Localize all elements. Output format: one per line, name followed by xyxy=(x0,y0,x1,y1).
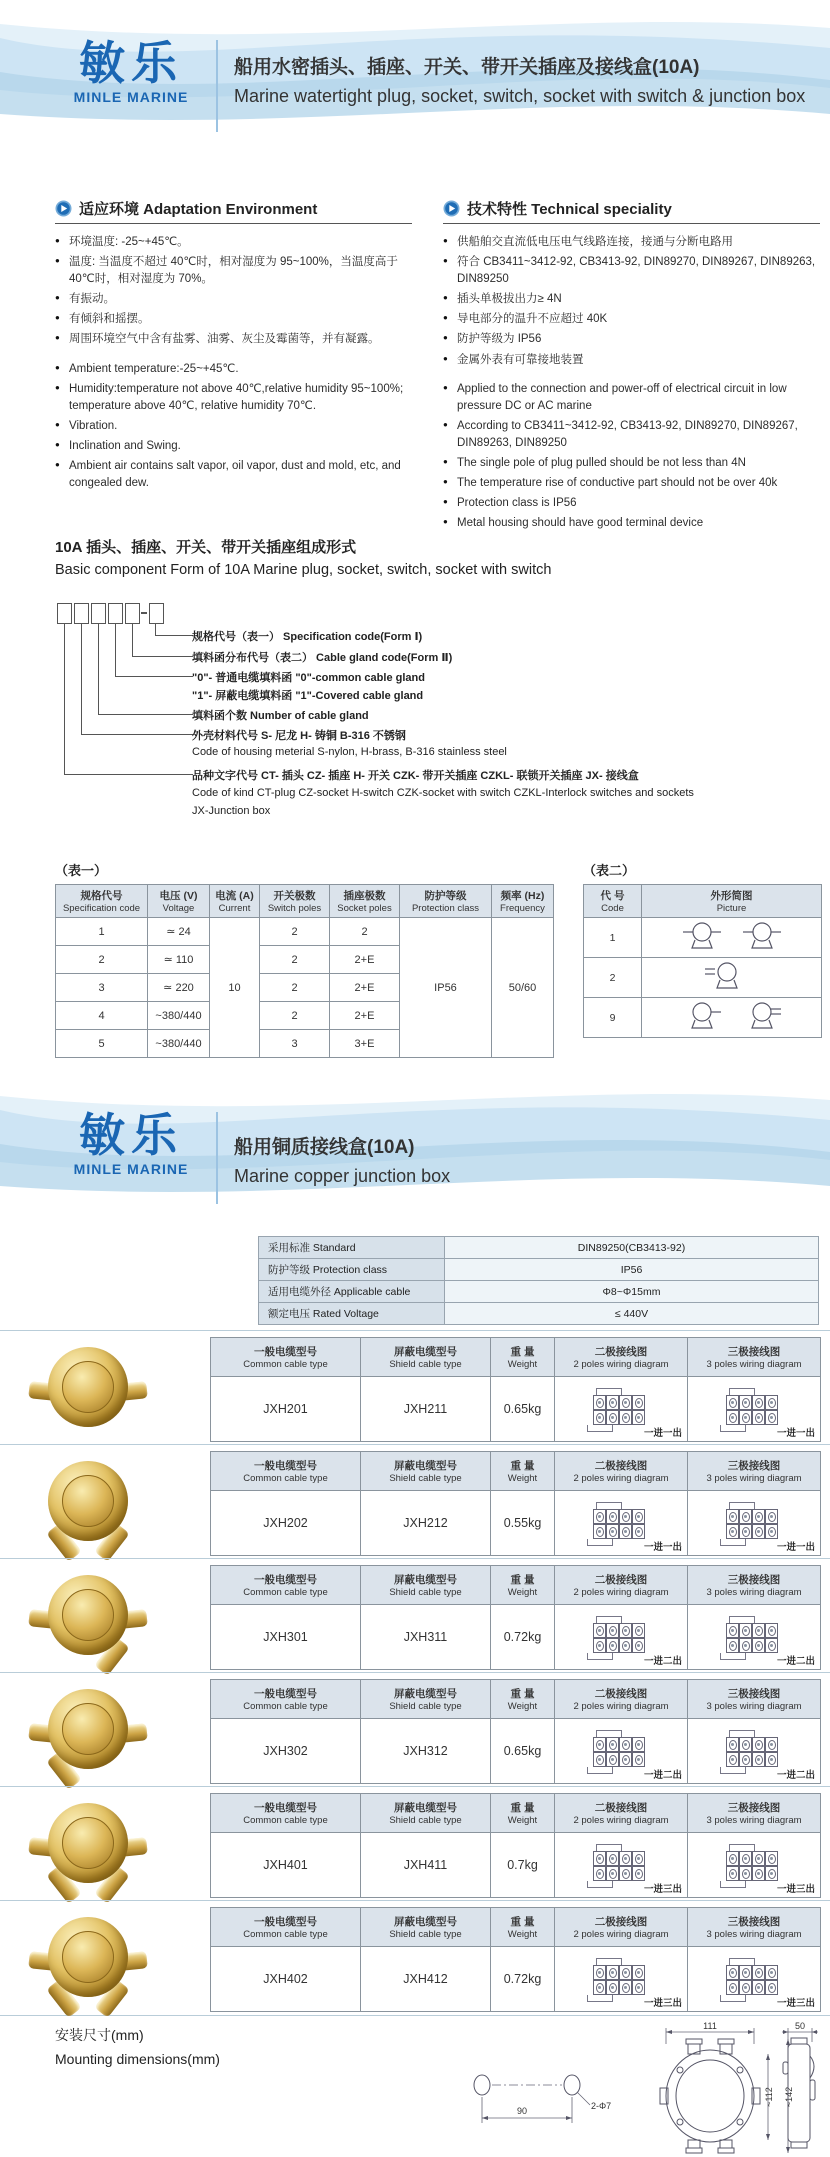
wiring-2pole xyxy=(555,1491,688,1556)
wiring-diagram-icon xyxy=(726,1851,782,1881)
wiring-2pole xyxy=(555,1947,688,2012)
code-label: 品种文字代号 CT- 插头 CZ- 插座 H- 开关 CZK- 带开关插座 CZKL- 联锁开关插座 JX- 接线盒 xyxy=(192,770,639,782)
mounting-title-en: Mounting dimensions(mm) xyxy=(55,2050,220,2067)
table-row: 适用电缆外径 Applicable cable Φ8~Φ15mm xyxy=(259,1281,819,1303)
col-weight: 重 量 Weight xyxy=(491,1908,555,1947)
gland-layout-icon xyxy=(657,999,807,1033)
brand-logo-cn: 敏乐 xyxy=(79,1109,183,1161)
heading-rule xyxy=(55,223,412,224)
dim-span: 90 xyxy=(516,2106,528,2116)
list-item: ● According to CB3411~3412-92, CB3413-92, DIN89270, DIN89267, DIN89263, DIN89250 xyxy=(443,418,820,451)
list-item: ● Humidity:temperature not above 40℃,relative humidity 95~100%; temperature above 40℃, relative humidity 70℃. xyxy=(55,381,412,414)
col-shield-cable: 屏蔽电缆型号 Shield cable type xyxy=(361,1566,491,1605)
wiring-3pole xyxy=(688,1605,821,1670)
dim-holes: 2-Φ7 xyxy=(591,2101,612,2111)
technical-list-en xyxy=(443,381,820,532)
wiring-diagram-icon xyxy=(726,1965,782,1995)
wiring-2pole xyxy=(555,1833,688,1898)
section2-title-cn: 船用铜质接线盒(10A) xyxy=(234,1137,415,1158)
wiring-diagram-icon xyxy=(593,1395,649,1425)
list-item: ● 有倾斜和摇摆。 xyxy=(55,311,412,328)
table-row xyxy=(211,1377,821,1442)
product-row-jxh301 xyxy=(0,1558,830,1673)
col-common-cable: 一般电缆型号 Common cable type xyxy=(211,1452,361,1491)
col-2pole-diagram: 二极接线图 2 poles wiring diagram xyxy=(555,1908,688,1947)
flow-caption: 一进一出 xyxy=(643,1542,682,1553)
adaptation-heading-text: 适应环境 Adaptation Environment xyxy=(79,201,318,218)
shield-model: JXH211 xyxy=(361,1377,491,1442)
col-common-cable: 一般电缆型号 Common cable type xyxy=(211,1566,361,1605)
gland-layout-table-form2 xyxy=(583,860,822,1038)
col-3pole-diagram: 三极接线图 3 poles wiring diagram xyxy=(688,1566,821,1605)
list-item: ● 温度: 当温度不超过 40℃时，相对湿度为 95~100%，当温度高于 40℃时，相对湿度为 70%。 xyxy=(55,254,412,287)
section2-header-band xyxy=(0,1072,830,1220)
code-label: "1"- 屏蔽电缆填料函 "1"-Covered cable gland xyxy=(192,690,424,702)
code-box xyxy=(108,603,123,624)
common-model: JXH302 xyxy=(211,1719,361,1784)
col-2pole-diagram: 二极接线图 2 poles wiring diagram xyxy=(555,1338,688,1377)
list-item: ● 有振动。 xyxy=(55,291,412,308)
wiring-diagram-icon xyxy=(726,1509,782,1539)
table-row: 采用标准 Standard DIN89250(CB3413-92) xyxy=(259,1237,819,1259)
col-weight: 重 量 Weight xyxy=(491,1680,555,1719)
dim-height1: ~112 xyxy=(764,2087,774,2107)
code-label: "0"- 普通电缆填料函 "0"-common cable gland xyxy=(192,672,425,684)
table-row xyxy=(211,1947,821,2012)
wiring-3pole xyxy=(688,1491,821,1556)
col-shield-cable: 屏蔽电缆型号 Shield cable type xyxy=(361,1680,491,1719)
list-item: ● Ambient air contains salt vapor, oil vapor, dust and mold, etc, and congealed dew. xyxy=(55,458,412,491)
product-row-jxh302 xyxy=(0,1672,830,1787)
table1-caption: （表一） xyxy=(55,863,108,878)
specs-table xyxy=(258,1236,819,1325)
col-shield-cable: 屏蔽电缆型号 Shield cable type xyxy=(361,1908,491,1947)
hole-pattern-drawing xyxy=(460,2055,635,2135)
wiring-2pole xyxy=(555,1377,688,1442)
list-item: ● The temperature rise of conductive part should not be over 40k xyxy=(443,475,820,492)
col-2pole-diagram: 二极接线图 2 poles wiring diagram xyxy=(555,1680,688,1719)
product-photo xyxy=(42,1911,134,2003)
wiring-diagram-icon xyxy=(726,1737,782,1767)
adaptation-environment-section xyxy=(55,198,412,495)
col-shield-cable: 屏蔽电缆型号 Shield cable type xyxy=(361,1338,491,1377)
code-dash xyxy=(141,612,147,614)
table-row: 2 xyxy=(584,958,822,998)
code-box xyxy=(74,603,89,624)
col-3pole-diagram: 三极接线图 3 poles wiring diagram xyxy=(688,1680,821,1719)
col-shield-cable: 屏蔽电缆型号 Shield cable type xyxy=(361,1794,491,1833)
brand-logo-cn: 敏乐 xyxy=(79,37,183,89)
brand-logo xyxy=(52,1109,210,1177)
wiring-3pole xyxy=(688,1947,821,2012)
technical-heading xyxy=(443,198,820,219)
wiring-diagram-icon xyxy=(726,1623,782,1653)
current-merged: 10 xyxy=(210,918,260,1058)
wiring-2pole xyxy=(555,1719,688,1784)
col-weight: 重 量 Weight xyxy=(491,1794,555,1833)
section1-header-band xyxy=(0,0,830,148)
shield-model: JXH311 xyxy=(361,1605,491,1670)
list-item: ● 金属外表有可靠接地装置 xyxy=(443,352,820,369)
product-table xyxy=(210,1451,821,1556)
mounting-title-cn: 安装尺寸(mm) xyxy=(55,2027,144,2043)
arrow-circle-icon xyxy=(443,200,460,217)
code-label: 填料函个数 Number of cable gland xyxy=(192,710,369,722)
list-item: ● Metal housing should have good terminal device xyxy=(443,515,820,532)
adaptation-list-en xyxy=(55,361,412,492)
product-photo xyxy=(42,1455,134,1547)
brand-logo-en: MINLE MARINE xyxy=(73,1161,189,1177)
col-common-cable: 一般电缆型号 Common cable type xyxy=(211,1338,361,1377)
table-row: 防护等级 Protection class IP56 xyxy=(259,1259,819,1281)
col-switch-poles: 开关极数 Switch poles xyxy=(260,885,330,918)
list-item: ● 防护等级为 IP56 xyxy=(443,331,820,348)
weight-value: 0.65kg xyxy=(491,1377,555,1442)
code-label: Code of kind CT-plug CZ-socket H-switch CZK-socket with switch CZKL-Interlock switches and sockets xyxy=(192,787,694,799)
col-common-cable: 一般电缆型号 Common cable type xyxy=(211,1680,361,1719)
connector-line xyxy=(64,624,193,775)
section1-titles xyxy=(234,52,805,107)
col-weight: 重 量 Weight xyxy=(491,1452,555,1491)
common-model: JXH202 xyxy=(211,1491,361,1556)
list-item: ● Protection class is IP56 xyxy=(443,495,820,512)
junction-box-spec-table xyxy=(258,1236,819,1325)
col-protection: 防护等级 Protection class xyxy=(400,885,492,918)
weight-value: 0.65kg xyxy=(491,1719,555,1784)
wiring-diagram-icon xyxy=(593,1623,649,1653)
col-current: 电流 (A) Current xyxy=(210,885,260,918)
table2 xyxy=(583,884,822,1038)
col-frequency: 频率 (Hz) Frequency xyxy=(492,885,554,918)
product-table xyxy=(210,1679,821,1784)
product-photo xyxy=(42,1569,134,1661)
header-divider xyxy=(216,40,218,132)
col-picture: 外形简图 Picture xyxy=(642,885,822,918)
component-form-title xyxy=(55,536,551,578)
product-row-jxh401 xyxy=(0,1786,830,1901)
list-item: ● 供船舶交直流低电压电气线路连接，接通与分断电路用 xyxy=(443,234,820,251)
common-model: JXH401 xyxy=(211,1833,361,1898)
code-box xyxy=(149,603,164,624)
col-3pole-diagram: 三极接线图 3 poles wiring diagram xyxy=(688,1908,821,1947)
code-box xyxy=(91,603,106,624)
product-row-jxh402 xyxy=(0,1900,830,2016)
flow-caption: 一进二出 xyxy=(776,1770,815,1781)
table-row xyxy=(211,1605,821,1670)
code-box xyxy=(125,603,140,624)
list-item: ● The single pole of plug pulled should be not less than 4N xyxy=(443,455,820,472)
code-label: JX-Junction box xyxy=(192,805,271,817)
frequency-merged: 50/60 xyxy=(492,918,554,1058)
product-table xyxy=(210,1337,821,1442)
col-weight: 重 量 Weight xyxy=(491,1566,555,1605)
table-row xyxy=(211,1719,821,1784)
table-row: 2 ≃ 110 2 2+E xyxy=(56,946,554,974)
spec-table-form1 xyxy=(55,860,554,1058)
table-row: 5 ~380/440 3 3+E xyxy=(56,1030,554,1058)
flow-caption: 一进二出 xyxy=(643,1656,682,1667)
list-item: ● Ambient temperature:-25~+45℃. xyxy=(55,361,412,378)
col-socket-poles: 插座极数 Socket poles xyxy=(330,885,400,918)
product-photo xyxy=(42,1683,134,1775)
flow-caption: 一进二出 xyxy=(776,1656,815,1667)
col-2pole-diagram: 二极接线图 2 poles wiring diagram xyxy=(555,1452,688,1491)
col-common-cable: 一般电缆型号 Common cable type xyxy=(211,1794,361,1833)
table-row: 4 ~380/440 2 2+E xyxy=(56,1002,554,1030)
flow-caption: 一进一出 xyxy=(776,1542,815,1553)
heading-rule xyxy=(443,223,820,224)
list-item: ● 导电部分的温升不应超过 40K xyxy=(443,311,820,328)
wiring-3pole xyxy=(688,1377,821,1442)
protection-merged: IP56 xyxy=(400,918,492,1058)
code-label: Code of housing meterial S-nylon, H-brass, B-316 stainless steel xyxy=(192,746,507,758)
shield-model: JXH212 xyxy=(361,1491,491,1556)
section2-titles xyxy=(234,1132,450,1187)
flow-caption: 一进一出 xyxy=(776,1428,815,1439)
technical-heading-text: 技术特性 Technical speciality xyxy=(467,201,672,218)
col-weight: 重 量 Weight xyxy=(491,1338,555,1377)
brand-logo-en: MINLE MARINE xyxy=(73,89,189,105)
common-model: JXH402 xyxy=(211,1947,361,2012)
page-title-cn: 船用水密插头、插座、开关、带开关插座及接线盒(10A) xyxy=(234,57,700,78)
col-voltage: 电压 (V) Voltage xyxy=(148,885,210,918)
code-box xyxy=(57,603,72,624)
shield-model: JXH411 xyxy=(361,1833,491,1898)
col-3pole-diagram: 三极接线图 3 poles wiring diagram xyxy=(688,1338,821,1377)
adaptation-heading xyxy=(55,198,412,219)
col-2pole-diagram: 二极接线图 2 poles wiring diagram xyxy=(555,1566,688,1605)
component-form-title-cn: 10A 插头、插座、开关、带开关插座组成形式 xyxy=(55,539,357,556)
gland-layout-icon xyxy=(657,919,807,953)
header-divider xyxy=(216,1112,218,1204)
flow-caption: 一进二出 xyxy=(643,1770,682,1781)
wiring-2pole xyxy=(555,1605,688,1670)
type-code-diagram xyxy=(57,600,823,832)
section2-title-en: Marine copper junction box xyxy=(234,1166,451,1186)
table1 xyxy=(55,884,554,1058)
list-item: ● 周围环境空气中含有盐雾、油雾、灰尘及霉菌等，并有凝露。 xyxy=(55,331,412,348)
product-table xyxy=(210,1907,821,2012)
col-shield-cable: 屏蔽电缆型号 Shield cable type xyxy=(361,1452,491,1491)
side-view-drawing xyxy=(772,2022,828,2155)
technical-speciality-section xyxy=(443,198,820,536)
product-table xyxy=(210,1793,821,1898)
wiring-3pole xyxy=(688,1719,821,1784)
product-photo xyxy=(42,1797,134,1889)
wiring-3pole xyxy=(688,1833,821,1898)
common-model: JXH201 xyxy=(211,1377,361,1442)
wiring-diagram-icon xyxy=(593,1851,649,1881)
weight-value: 0.55kg xyxy=(491,1491,555,1556)
table-row: 1 ≃ 24 10 2 2 IP56 50/60 xyxy=(56,918,554,946)
adaptation-list-cn xyxy=(55,234,412,348)
dim-height2: ~142 xyxy=(784,2086,794,2108)
table-row: 9 xyxy=(584,998,822,1038)
product-row-jxh201 xyxy=(0,1330,830,1445)
col-3pole-diagram: 三极接线图 3 poles wiring diagram xyxy=(688,1452,821,1491)
table-row xyxy=(211,1491,821,1556)
wiring-diagram-icon xyxy=(593,1737,649,1767)
code-label: 规格代号（表一） Specification code(Form Ⅰ) xyxy=(192,631,423,643)
page-title-en: Marine watertight plug, socket, switch, socket with switch & junction box xyxy=(234,86,806,106)
col-code: 代 号 Code xyxy=(584,885,642,918)
arrow-circle-icon xyxy=(55,200,72,217)
flow-caption: 一进三出 xyxy=(776,1998,815,2009)
technical-list-cn xyxy=(443,234,820,368)
brand-logo xyxy=(52,37,210,105)
weight-value: 0.72kg xyxy=(491,1947,555,2012)
list-item: ● Vibration. xyxy=(55,418,412,435)
wiring-diagram-icon xyxy=(593,1509,649,1539)
product-row-jxh202 xyxy=(0,1444,830,1559)
mounting-dimensions-title xyxy=(55,2024,220,2072)
col-3pole-diagram: 三极接线图 3 poles wiring diagram xyxy=(688,1794,821,1833)
code-label: 填料函分布代号（表二） Cable gland code(Form Ⅱ) xyxy=(192,652,453,664)
table-row: 额定电压 Rated Voltage ≤ 440V xyxy=(259,1303,819,1325)
flow-caption: 一进三出 xyxy=(643,1884,682,1895)
product-photo xyxy=(42,1341,134,1433)
dim-width: 111 xyxy=(703,2022,717,2031)
table-row xyxy=(211,1833,821,1898)
weight-value: 0.7kg xyxy=(491,1833,555,1898)
weight-value: 0.72kg xyxy=(491,1605,555,1670)
flow-caption: 一进一出 xyxy=(643,1428,682,1439)
common-model: JXH301 xyxy=(211,1605,361,1670)
shield-model: JXH312 xyxy=(361,1719,491,1784)
shield-model: JXH412 xyxy=(361,1947,491,2012)
col-2pole-diagram: 二极接线图 2 poles wiring diagram xyxy=(555,1794,688,1833)
list-item: ● 环境温度: -25~+45℃。 xyxy=(55,234,412,251)
product-table xyxy=(210,1565,821,1670)
flow-caption: 一进三出 xyxy=(643,1998,682,2009)
list-item: ● Inclination and Swing. xyxy=(55,438,412,455)
dim-depth: 50 xyxy=(794,2022,806,2031)
col-spec-code: 规格代号 Specification code xyxy=(56,885,148,918)
code-label: 外壳材料代号 S- 尼龙 H- 铸铜 B-316 不锈钢 xyxy=(192,730,406,742)
flow-caption: 一进三出 xyxy=(776,1884,815,1895)
list-item: ● 插头单极拔出力≥ 4N xyxy=(443,291,820,308)
table-row: 3 ≃ 220 2 2+E xyxy=(56,974,554,1002)
col-common-cable: 一般电缆型号 Common cable type xyxy=(211,1908,361,1947)
component-form-title-en: Basic component Form of 10A Marine plug, socket, switch, socket with switch xyxy=(55,562,552,578)
list-item: ● 符合 CB3411~3412-92, CB3413-92, DIN89270, DIN89267, DIN89263, DIN89250 xyxy=(443,254,820,287)
list-item: ● Applied to the connection and power-off of electrical circuit in low pressure DC or AC marine xyxy=(443,381,820,414)
gland-layout-icon xyxy=(657,959,807,993)
wiring-diagram-icon xyxy=(726,1395,782,1425)
wiring-diagram-icon xyxy=(593,1965,649,1995)
table-row: 1 xyxy=(584,918,822,958)
table2-caption: （表二） xyxy=(583,863,636,878)
